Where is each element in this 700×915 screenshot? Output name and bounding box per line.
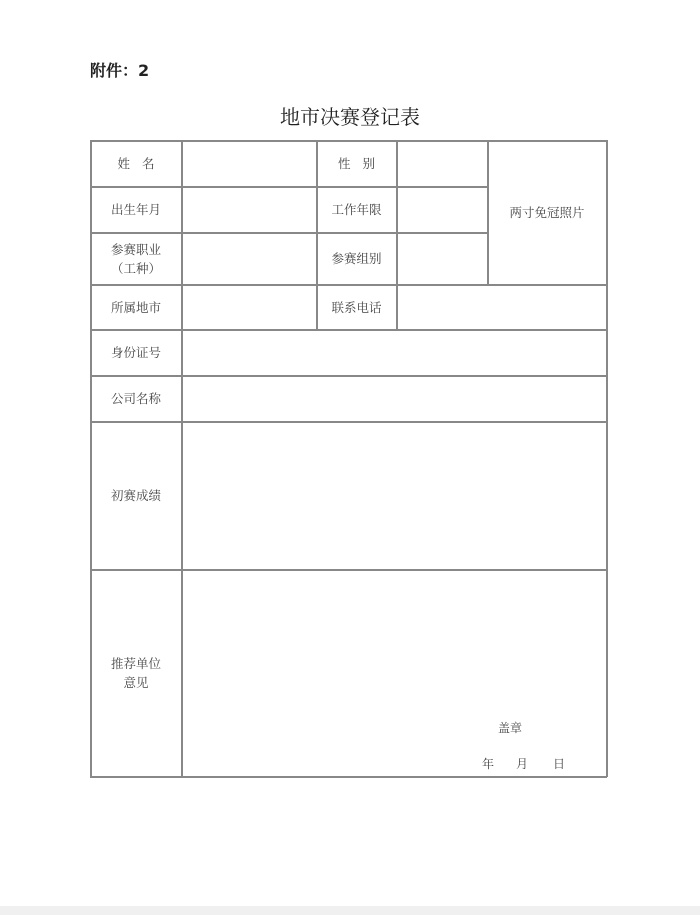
- label-gender: 性别: [337, 156, 387, 171]
- phone-field[interactable]: [398, 286, 606, 329]
- form-title: 地市决赛登记表: [280, 105, 420, 129]
- label-recommend-line2: 意见: [123, 675, 149, 690]
- label-name: 姓名: [117, 156, 167, 171]
- stamp-label: 盖章: [497, 720, 522, 735]
- label-occupation-line1: 参赛职业: [110, 241, 161, 257]
- id-number-field[interactable]: [183, 331, 606, 375]
- company-field[interactable]: [183, 377, 606, 421]
- birth-field[interactable]: [183, 188, 316, 232]
- label-city: 所属地市: [110, 299, 161, 315]
- label-recommend: [91, 570, 181, 776]
- label-id-number: 身份证号: [110, 345, 161, 360]
- label-occupation-line2: （工种）: [110, 260, 161, 276]
- label-company: 公司名称: [110, 391, 161, 406]
- label-phone: 联系电话: [331, 299, 382, 315]
- label-work-years: 工作年限: [331, 202, 382, 217]
- occupation-field[interactable]: [183, 234, 316, 284]
- gender-field[interactable]: [398, 142, 487, 186]
- label-prelim-score: 初赛成绩: [110, 488, 161, 503]
- label-birth: 出生年月: [110, 202, 161, 217]
- city-field[interactable]: [183, 286, 316, 329]
- attachment-label: 附件：2: [90, 61, 150, 80]
- label-occupation: [91, 233, 181, 284]
- recommend-opinion-field[interactable]: [183, 571, 606, 776]
- photo-placeholder[interactable]: 两寸免冠照片: [509, 205, 585, 220]
- month-label: 月: [515, 756, 528, 771]
- group-field[interactable]: [398, 234, 487, 284]
- label-recommend-line1: 推荐单位: [110, 656, 161, 671]
- table-border-right: [606, 140, 608, 777]
- table-border-bottom: [90, 776, 607, 778]
- day-label: 日: [552, 756, 565, 771]
- prelim-score-field[interactable]: [183, 423, 606, 569]
- page-bottom-edge: [0, 906, 700, 915]
- work-years-field[interactable]: [398, 188, 487, 232]
- year-label: 年: [481, 756, 494, 771]
- name-field[interactable]: [183, 142, 316, 186]
- label-group: 参赛组别: [331, 251, 382, 266]
